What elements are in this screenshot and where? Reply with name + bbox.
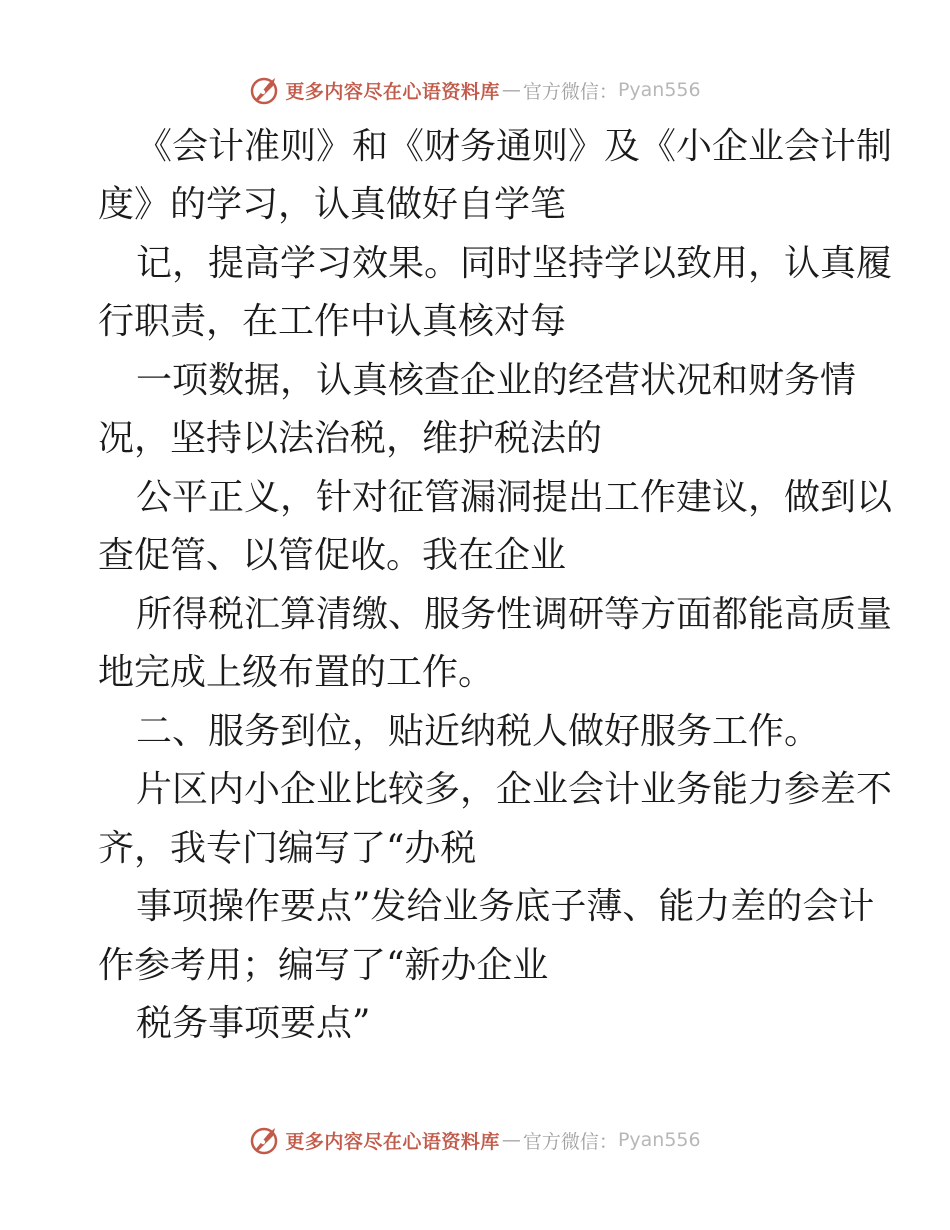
wechat-id: Pyan556: [617, 79, 701, 101]
text-line: 所得税汇算清缴、服务性调研等方面都能高质量: [136, 594, 893, 635]
text-line: 片区内小企业比较多，企业会计业务能力参差不: [136, 769, 893, 810]
text-line: 税务事项要点”: [136, 1003, 371, 1044]
text-line: 查促管、以管促收。我在企业: [98, 535, 567, 576]
footer-watermark-banner: [0, 1120, 950, 1160]
header-watermark-banner: [0, 70, 950, 110]
text-line: 行职责，在工作中认真核对每: [98, 301, 567, 342]
banner-text: 更多内容尽在心语资料库: [285, 1130, 500, 1153]
section-heading: 二、服务到位，贴近纳税人做好服务工作。: [136, 711, 821, 752]
text-line: 作参考用；编写了“新办企业: [98, 945, 549, 986]
text-line: 记，提高学习效果。同时坚持学以致用，认真履: [136, 243, 893, 284]
text-line: 地完成上级布置的工作。: [98, 652, 495, 693]
text-line: 事项操作要点”发给业务底子薄、能力差的会计: [136, 886, 875, 927]
wechat-label: 官方微信：: [522, 80, 618, 103]
banner-separator: —: [501, 1129, 521, 1151]
banner-separator: —: [501, 79, 521, 101]
text-line: 度》的学习，认真做好自学笔: [98, 184, 567, 225]
wechat-id: Pyan556: [617, 1129, 701, 1151]
wechat-label: 官方微信：: [522, 1130, 618, 1153]
text-line: 齐，我专门编写了“办税: [98, 828, 477, 869]
banner-text: 更多内容尽在心语资料库: [285, 80, 500, 103]
text-line: 一项数据，认真核查企业的经营状况和财务情: [136, 360, 857, 401]
pen-nib-logo-icon: [249, 1124, 281, 1156]
text-line: 况，坚持以法治税，维护税法的: [98, 418, 603, 459]
text-line: 公平正义，针对征管漏洞提出工作建议，做到以: [136, 477, 893, 518]
text-line: 《会计准则》和《财务通则》及《小企业会计制: [136, 126, 893, 167]
pen-nib-logo-icon: [249, 74, 281, 106]
